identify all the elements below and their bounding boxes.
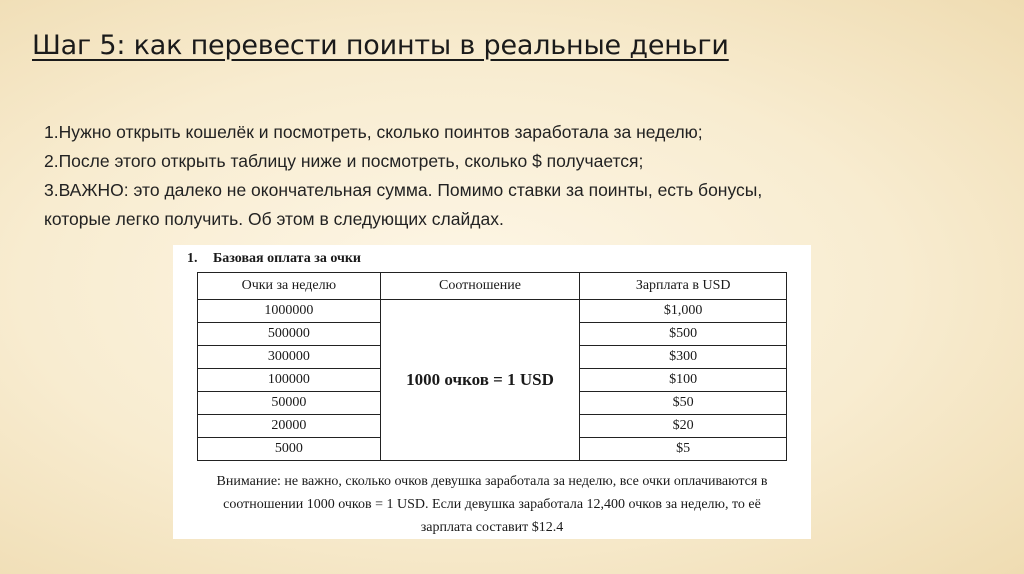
instruction-list [44, 118, 974, 234]
salary-cell: $1,000 [580, 300, 787, 323]
table-heading-text: Базовая оплата за очки [213, 251, 361, 266]
points-cell: 20000 [198, 415, 381, 438]
table-note-line: зарплата составит $12.4 [420, 520, 564, 535]
table-header-row [198, 273, 787, 300]
points-cell: 500000 [198, 323, 381, 346]
instruction-step-3-continued: которые легко получить. Об этом в следующих слайдах. [44, 209, 504, 229]
table-heading-number: 1. [187, 251, 198, 266]
salary-cell: $50 [580, 392, 787, 415]
table-note-line: соотношении 1000 очков = 1 USD. Если девушка заработала 12,400 очков за неделю, то её [223, 497, 761, 512]
table-row [198, 300, 787, 323]
column-header-ratio: Соотношение [380, 273, 580, 300]
salary-cell: $300 [580, 346, 787, 369]
points-cell: 50000 [198, 392, 381, 415]
ratio-cell: 1000 очков = 1 USD [380, 300, 580, 461]
instruction-step-3: 3.ВАЖНО: это далеко не окончательная сумма. Помимо ставки за поинты, есть бонусы, [44, 180, 763, 200]
instruction-step-2: 2.После этого открыть таблицу ниже и посмотреть, сколько $ получается; [44, 151, 644, 171]
salary-cell: $20 [580, 415, 787, 438]
table-heading [187, 251, 361, 267]
points-cell: 300000 [198, 346, 381, 369]
column-header-points: Очки за неделю [198, 273, 381, 300]
slide-title: Шаг 5: как перевести поинты в реальные деньги [32, 30, 729, 61]
column-header-salary: Зарплата в USD [580, 273, 787, 300]
payment-table [197, 272, 787, 461]
table-note [181, 470, 803, 539]
instruction-step-1: 1.Нужно открыть кошелёк и посмотреть, сколько поинтов заработала за неделю; [44, 122, 703, 142]
points-cell: 5000 [198, 438, 381, 461]
points-cell: 100000 [198, 369, 381, 392]
payment-table-image [173, 245, 811, 539]
salary-cell: $500 [580, 323, 787, 346]
salary-cell: $5 [580, 438, 787, 461]
salary-cell: $100 [580, 369, 787, 392]
table-note-line: Внимание: не важно, сколько очков девушка заработала за неделю, все очки оплачиваются в [216, 474, 768, 489]
points-cell: 1000000 [198, 300, 381, 323]
